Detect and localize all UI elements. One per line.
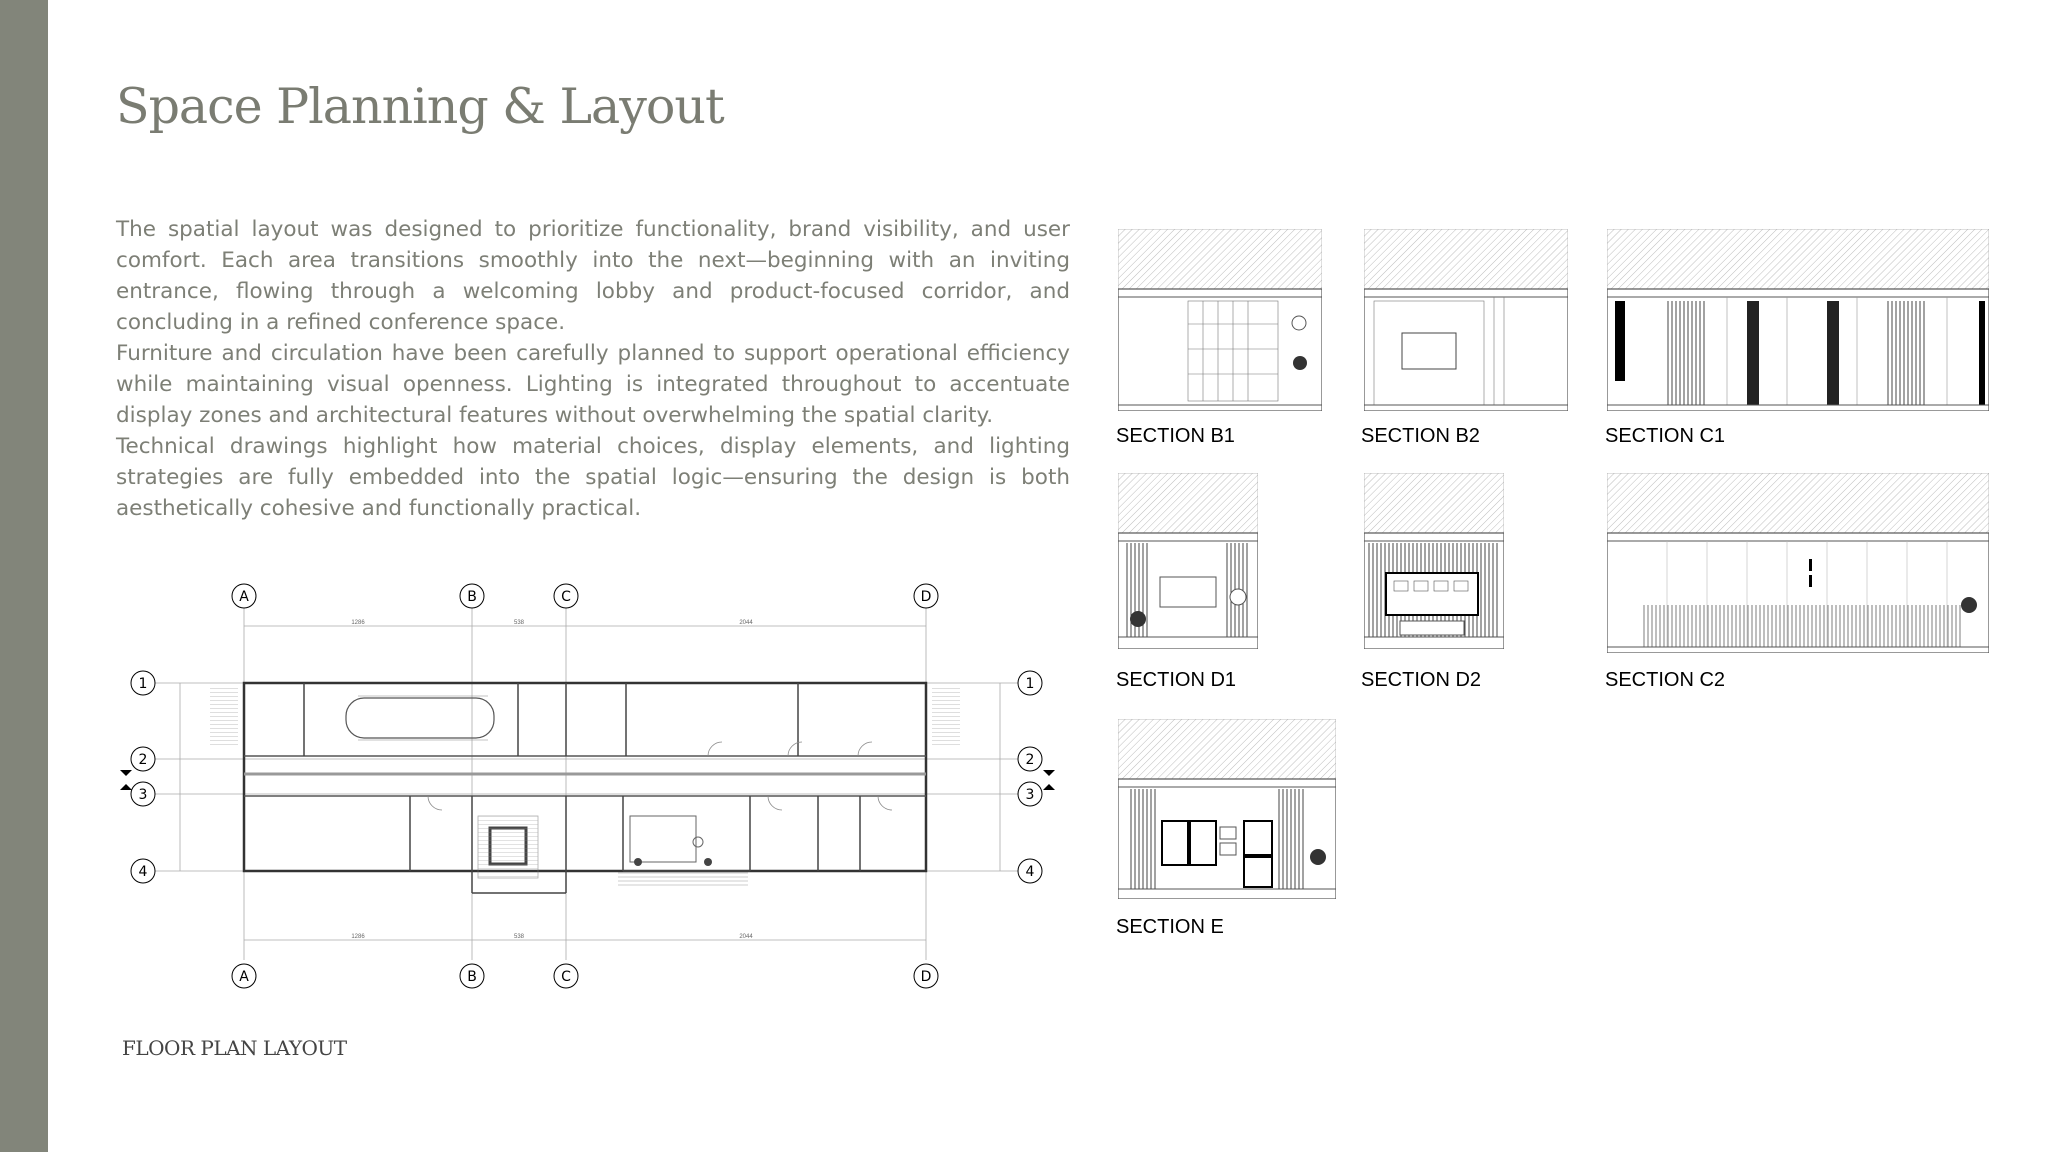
dim-top-1: 1286 — [351, 620, 365, 626]
sidebar-accent-bar — [0, 0, 48, 1152]
grid-bubble-3-right — [1018, 782, 1042, 806]
section-e-drawing — [1118, 719, 1336, 899]
svg-text:A: A — [239, 589, 249, 605]
section-e-label: SECTION E — [1116, 916, 1224, 938]
svg-text:D: D — [920, 589, 932, 605]
grid-bubble-a-top — [232, 584, 256, 608]
grid-bubble-1-left — [131, 671, 155, 695]
dim-bottom-2: 538 — [513, 934, 525, 940]
paragraph-3: Technical drawings highlight how material choices, display elements, and lighting strategies are fully embedded into the spatial logic—ensuring the design is both aesthetically cohesive and functionally practical. — [116, 434, 1070, 521]
section-c2-label: SECTION C2 — [1605, 669, 1726, 691]
svg-text:2: 2 — [138, 752, 148, 768]
grid-bubble-3-left — [131, 782, 155, 806]
svg-text:A: A — [239, 969, 249, 985]
svg-text:B: B — [467, 969, 477, 985]
section-c2-drawing — [1607, 473, 1989, 653]
section-c1-drawing — [1607, 229, 1989, 411]
section-d1-label: SECTION D1 — [1116, 669, 1237, 691]
svg-text:1: 1 — [1025, 676, 1035, 692]
grid-bubble-d-bottom — [914, 964, 938, 988]
svg-text:4: 4 — [1025, 864, 1035, 880]
section-b2-drawing — [1364, 229, 1568, 411]
grid-bubble-c-top — [554, 584, 578, 608]
grid-bubble-2-left — [131, 747, 155, 771]
svg-text:2: 2 — [1025, 752, 1035, 768]
grid-bubble-b-top — [460, 584, 484, 608]
dim-top-3: 2044 — [739, 620, 753, 626]
svg-text:1: 1 — [138, 676, 148, 692]
page-title: Space Planning & Layout — [116, 78, 724, 135]
grid-bubble-4-right — [1018, 859, 1042, 883]
grid-bubble-a-bottom — [232, 964, 256, 988]
grid-bubble-d-top — [914, 584, 938, 608]
floor-plan-svg — [118, 580, 1068, 1000]
svg-text:C: C — [561, 589, 571, 605]
svg-text:4: 4 — [138, 864, 148, 880]
grid-bubble-4-left — [131, 859, 155, 883]
paragraph-2: Furniture and circulation have been carefully planned to support operational efficiency while maintaining visual openness. Lighting is integrated throughout to accentuate display zones and architectural features without overwhelming the spatial clarity. — [116, 341, 1070, 428]
paragraph-1: The spatial layout was designed to prioritize functionality, brand visibility, and user comfort. Each area transitions smoothly into the next—beginning with an inviting entrance, flowing through a welcoming lobby and product-focused corridor, and concluding in a refined conference space. — [116, 217, 1070, 335]
section-c1-label: SECTION C1 — [1605, 425, 1726, 447]
grid-bubble-b-bottom — [460, 964, 484, 988]
dim-bottom-1: 1286 — [351, 934, 365, 940]
grid-bubble-c-bottom — [554, 964, 578, 988]
section-b1-drawing — [1118, 229, 1322, 411]
section-d1-drawing — [1118, 473, 1258, 649]
svg-text:B: B — [467, 589, 477, 605]
section-b1-label: SECTION B1 — [1116, 425, 1235, 447]
section-b2-label: SECTION B2 — [1361, 425, 1480, 447]
svg-text:3: 3 — [1025, 787, 1035, 803]
dim-top-2: 538 — [513, 620, 525, 626]
description-text — [116, 214, 1070, 524]
grid-bubble-2-right — [1018, 747, 1042, 771]
section-d2-drawing — [1364, 473, 1504, 649]
grid-bubble-1-right — [1018, 671, 1042, 695]
svg-text:D: D — [920, 969, 932, 985]
floor-plan-drawing — [118, 580, 1068, 1005]
section-d2-label: SECTION D2 — [1361, 669, 1482, 691]
svg-text:3: 3 — [138, 787, 148, 803]
dim-bottom-3: 2044 — [739, 934, 753, 940]
floor-plan-label: FLOOR PLAN LAYOUT — [122, 1036, 347, 1060]
svg-text:C: C — [561, 969, 571, 985]
